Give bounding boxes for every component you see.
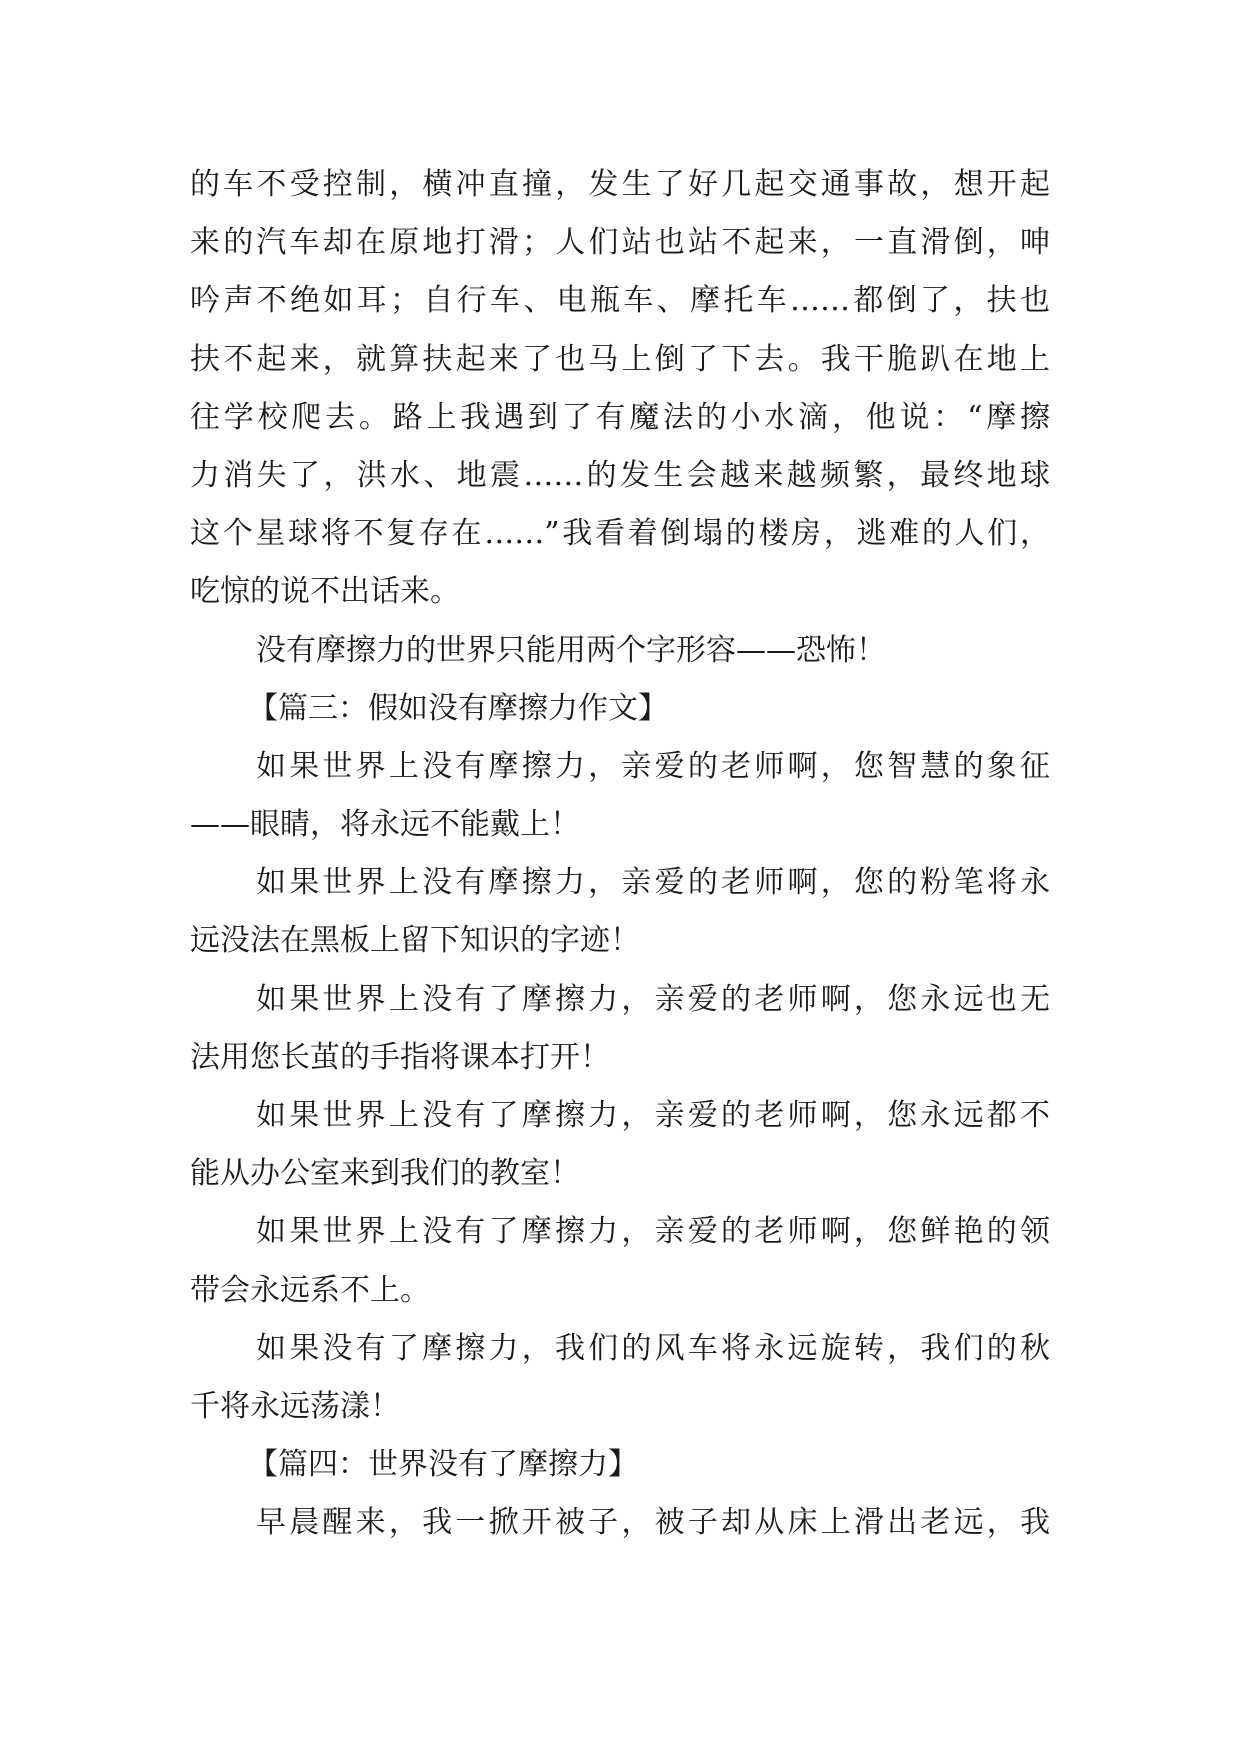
text-line: 千将永远荡漾！ bbox=[190, 1388, 400, 1424]
text-line: 来的汽车却在原地打滑；人们站也站不起来，一直滑倒，呻 bbox=[190, 225, 1050, 261]
text-line: 法用您长茧的手指将课本打开！ bbox=[190, 1039, 610, 1075]
section-heading: 【篇四：世界没有了摩擦力】 bbox=[248, 1447, 638, 1483]
text-line: 力消失了，洪水、地震……的发生会越来越频繁，最终地球 bbox=[190, 457, 1050, 493]
paragraph-line: 如果世界上没有了摩擦力，亲爱的老师啊，您永远都不 bbox=[256, 1098, 1050, 1133]
paragraph-line: 如果没有了摩擦力，我们的风车将永远旋转，我们的秋 bbox=[256, 1330, 1050, 1366]
text-line: 往学校爬去。路上我遇到了有魔法的小水滴，他说：“摩擦 bbox=[190, 399, 1050, 435]
essay-body bbox=[190, 156, 1050, 1553]
text-line: 扶不起来，就算扶起来了也马上倒了下去。我干脆趴在地上 bbox=[190, 341, 1050, 377]
text-line: 远没法在黑板上留下知识的字迹！ bbox=[190, 923, 640, 959]
paragraph-line: 如果世界上没有摩擦力，亲爱的老师啊，您的粉笔将永 bbox=[256, 865, 1050, 901]
paragraph-line: 如果世界上没有摩擦力，亲爱的老师啊，您智慧的象征 bbox=[256, 748, 1050, 784]
text-line: 吟声不绝如耳；自行车、电瓶车、摩托车……都倒了，扶也 bbox=[190, 283, 1050, 319]
paragraph-line: 如果世界上没有了摩擦力，亲爱的老师啊，您永远也无 bbox=[256, 981, 1050, 1017]
text-line: 吃惊的说不出话来。 bbox=[190, 574, 460, 610]
paragraph-line: 没有摩擦力的世界只能用两个字形容——恐怖！ bbox=[256, 632, 886, 668]
paragraph-line: 如果世界上没有了摩擦力，亲爱的老师啊，您鲜艳的领 bbox=[256, 1214, 1050, 1250]
paragraph-line: 早晨醒来，我一掀开被子，被子却从床上滑出老远，我 bbox=[256, 1505, 1050, 1541]
text-line: 能从办公室来到我们的教室！ bbox=[190, 1156, 580, 1192]
text-line: 的车不受控制，横冲直撞，发生了好几起交通事故，想开起 bbox=[190, 167, 1050, 202]
text-line: ——眼睛，将永远不能戴上！ bbox=[190, 807, 580, 843]
section-heading: 【篇三：假如没有摩擦力作文】 bbox=[248, 690, 668, 726]
text-line: 这个星球将不复存在……”我看着倒塌的楼房，逃难的人们， bbox=[190, 516, 1050, 552]
text-line: 带会永远系不上。 bbox=[190, 1272, 430, 1308]
